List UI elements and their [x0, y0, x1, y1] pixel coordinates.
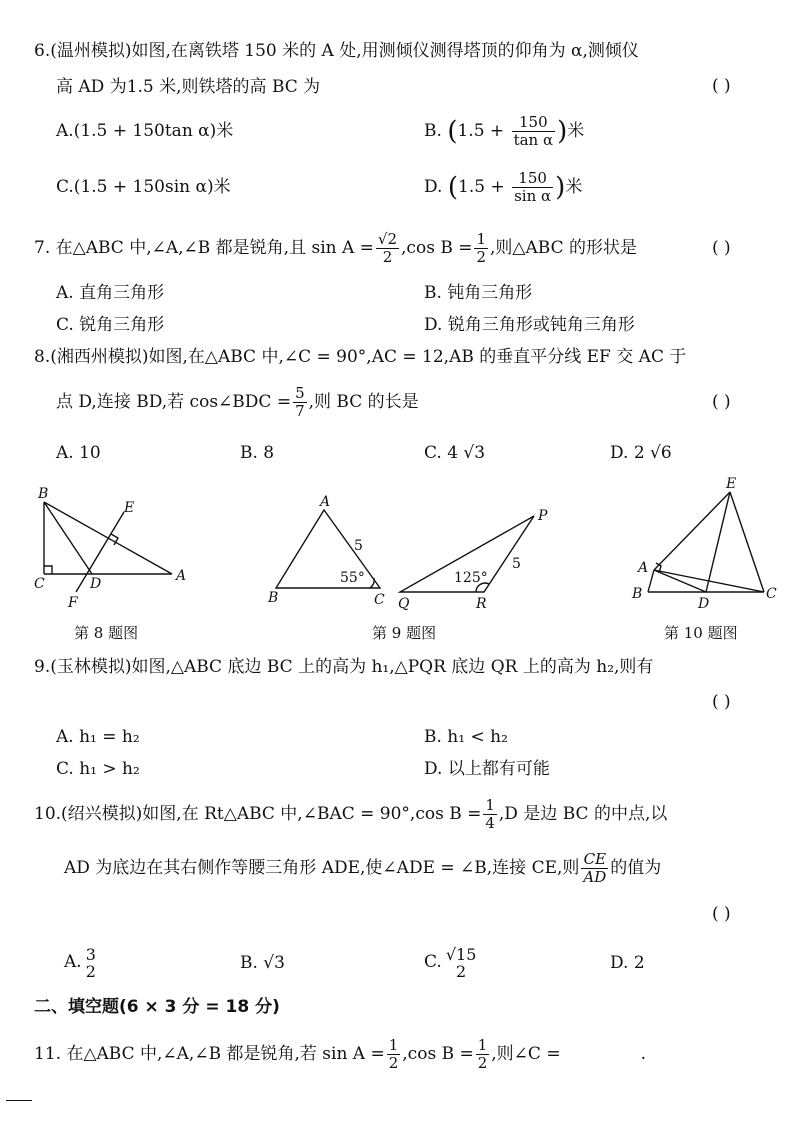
- fig8-segment-bd: [44, 502, 92, 574]
- q6-option-d-unit: 米: [565, 177, 583, 197]
- fig9-angle-r: 125°: [454, 570, 488, 586]
- q8-option-c: C. 4 √3: [424, 443, 486, 463]
- fig10-segment-ce: [730, 492, 764, 592]
- fig10-label-e: E: [726, 476, 737, 492]
- fig10-label-c: C: [766, 586, 777, 602]
- fig8-label-c: C: [34, 576, 45, 592]
- q8-option-d: D. 2 √6: [610, 443, 672, 463]
- fig8-label-d: D: [90, 576, 102, 592]
- q10-option-a-fraction: 3 2: [85, 944, 96, 981]
- q6-option-b: B. (1.5 + $\frac{150}{\text{tan α}}$ )米: [424, 113, 585, 149]
- fig10-segment-ae: [654, 492, 730, 570]
- q10-stem1-post: ,D 是边 BC 的中点,以: [498, 804, 668, 824]
- q7-option-a: A. 直角三角形: [56, 283, 165, 303]
- q10-option-a-label: A.: [64, 952, 82, 972]
- footer-rule: [6, 1100, 32, 1101]
- q8-answer-paren: ( ): [712, 392, 731, 412]
- q9-answer-paren: ( ): [712, 692, 731, 712]
- fig10-segment-de: [706, 492, 730, 592]
- q11-stem-pre: 11. 在△ABC 中,∠A,∠B 都是锐角,若 sin A =: [34, 1044, 385, 1064]
- q10-stem-line1: [34, 794, 667, 834]
- q11-cos-fraction: $\frac{1}{2}$: [477, 1036, 488, 1072]
- fig8-caption: 第 8 题图: [74, 624, 139, 642]
- q9-option-d: D. 以上都有可能: [424, 759, 550, 779]
- q6-option-d-fraction: $\frac{150}{\text{sin α}}$: [514, 169, 552, 205]
- fig8-right-angle-c: [44, 566, 52, 574]
- fig9-caption: 第 9 题图: [372, 624, 437, 642]
- q10-stem-line2: [64, 848, 661, 888]
- q6-option-b-unit: 米: [567, 121, 585, 141]
- q9-option-b: B. h₁ < h₂: [424, 727, 508, 747]
- q8-stem-line1: 8.(湘西州模拟)如图,在△ABC 中,∠C = 90°,AC = 12,AB 的垂直平分线 EF 交 AC 于: [34, 347, 687, 367]
- fig9-label-c: C: [374, 592, 385, 608]
- q7-sinA-fraction: $\frac{√2}{2}$: [377, 230, 398, 266]
- fig10-label-b: B: [632, 586, 643, 602]
- q6-stem-line2: 高 AD 为1.5 米,则铁塔的高 BC 为: [56, 77, 321, 97]
- q10-ratio-fraction: $\frac{CE}{AD}$: [583, 850, 607, 886]
- fig8-label-a: A: [176, 568, 187, 584]
- q11-stem-mid: ,cos B =: [402, 1044, 474, 1064]
- fig10-label-d: D: [698, 596, 710, 612]
- figure-10: [648, 492, 764, 592]
- fig10-side-ba: [648, 570, 654, 592]
- q6-option-b-label: B.: [424, 121, 442, 141]
- q8-option-b: B. 8: [240, 443, 275, 463]
- fig9-side-ac: 5: [354, 538, 363, 554]
- fig9-label-r: R: [476, 596, 487, 612]
- q6-option-b-prefix: 1.5 +: [457, 121, 505, 141]
- q6-option-d-label: D.: [424, 177, 443, 197]
- q10-option-b: B. √3: [240, 953, 285, 973]
- q7-answer-paren: ( ): [712, 238, 731, 258]
- figure-9: [276, 510, 534, 592]
- q8-stem-line2: [56, 382, 419, 422]
- figure-8: [44, 502, 172, 592]
- q10-option-a: [64, 942, 100, 982]
- q8-stem-post: ,则 BC 的长是: [308, 392, 419, 412]
- q6-option-c: C.(1.5 + 150sin α)米: [56, 177, 231, 197]
- fig9-angle-c: 55°: [340, 570, 365, 586]
- q7-stem-pre: 7. 在△ABC 中,∠A,∠B 都是锐角,且 sin A =: [34, 238, 374, 258]
- q7-cosB-fraction: $\frac{1}{2}$: [476, 230, 487, 266]
- fig9-angle-c-arc: [370, 578, 374, 588]
- q9-option-a: A. h₁ = h₂: [56, 727, 140, 747]
- fig9-label-b: B: [268, 590, 279, 606]
- fig8-label-f: F: [68, 595, 78, 611]
- q7-stem: [34, 228, 637, 268]
- q10-option-c-label: C.: [424, 952, 442, 972]
- fig9-side-rp: 5: [512, 556, 521, 572]
- q6-option-a: A.(1.5 + 150tan α)米: [56, 121, 234, 141]
- q8-stem-pre: 点 D,连接 BD,若 cos∠BDC =: [56, 392, 292, 412]
- q10-cos-fraction: $\frac{1}{4}$: [485, 796, 495, 832]
- q10-stem2-pre: AD 为底边在其右侧作等腰三角形 ADE,使∠ADE = ∠B,连接 CE,则: [64, 858, 580, 878]
- q7-option-b: B. 钝角三角形: [424, 283, 533, 303]
- fig8-label-e: E: [124, 500, 135, 516]
- q9-stem: 9.(玉林模拟)如图,△ABC 底边 BC 上的高为 h₁,△PQR 底边 QR 上的高为 h₂,则有: [34, 657, 654, 677]
- q6-option-d-prefix: 1.5 +: [458, 177, 505, 197]
- fig9-label-a: A: [320, 494, 331, 510]
- fig8-label-b: B: [38, 486, 49, 502]
- fig9-label-p: P: [538, 508, 548, 524]
- q6-option-b-fraction: $\frac{150}{\text{tan α}}$: [513, 113, 554, 149]
- section-2-title: 二、填空题(6 × 3 分 = 18 分): [34, 997, 280, 1017]
- q6-option-d: D. (1.5 + $\frac{150}{\text{sin α}}$ )米: [424, 169, 583, 205]
- q9-option-c: C. h₁ > h₂: [56, 759, 140, 779]
- q11-sin-fraction: $\frac{1}{2}$: [388, 1036, 399, 1072]
- q11-end: .: [640, 1044, 646, 1064]
- q10-option-c-fraction: √15 2: [445, 944, 477, 981]
- q10-stem1-pre: 10.(绍兴模拟)如图,在 Rt△ABC 中,∠BAC = 90°,cos B =: [34, 804, 482, 824]
- fig10-segment-ad: [654, 570, 706, 592]
- q10-option-d: D. 2: [610, 953, 645, 973]
- q10-stem2-post: 的值为: [610, 858, 662, 878]
- q7-stem-post: ,则△ABC 的形状是: [490, 238, 637, 258]
- fig10-label-a: A: [638, 560, 649, 576]
- q6-stem-line1: 6.(温州模拟)如图,在离铁塔 150 米的 A 处,用测倾仪测得塔顶的仰角为 α,测倾仪: [34, 41, 639, 61]
- q11-stem-post: ,则∠C =: [491, 1044, 561, 1064]
- q11-stem: [34, 1034, 646, 1074]
- q8-option-a: A. 10: [56, 443, 101, 463]
- q7-stem-mid: ,cos B =: [401, 238, 473, 258]
- figures-row: [0, 470, 794, 620]
- fig10-caption: 第 10 题图: [664, 624, 738, 642]
- q10-answer-paren: ( ): [712, 904, 731, 924]
- q7-option-d: D. 锐角三角形或钝角三角形: [424, 315, 635, 335]
- q7-option-c: C. 锐角三角形: [56, 315, 165, 335]
- q8-cos-fraction: $\frac{5}{7}$: [295, 384, 305, 420]
- fig9-label-q: Q: [398, 596, 410, 612]
- q10-option-c: [424, 942, 480, 982]
- q6-answer-paren: ( ): [712, 76, 731, 96]
